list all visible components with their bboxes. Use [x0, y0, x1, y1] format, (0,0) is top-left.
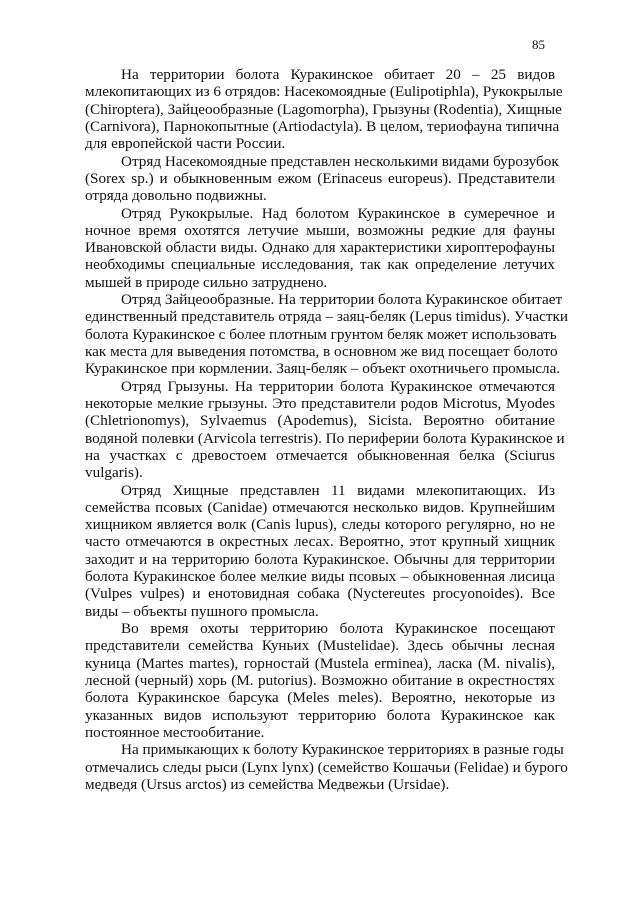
- text-line: часто отмечаются в окрестных лесах. Вероятно, этот крупный хищник: [85, 533, 555, 551]
- paragraph: [85, 152, 559, 205]
- text-line: На примыкающих к болоту Куракинское территориях в разные годы: [121, 741, 564, 759]
- text-line: лесной (черный) хорь (M. putorius). Возможно обитание в окрестностях: [85, 671, 555, 689]
- text-line: (Vulpes vulpes) и енотовидная собака (Nyctereutes procyonoides). Все: [85, 585, 555, 603]
- text-line: семейства псовых (Canidae) отмечаются несколько видов. Крупнейшим: [85, 498, 555, 516]
- text-line: некоторые мелкие грызуны. Это представители родов Microtus, Myodes: [85, 394, 555, 412]
- page-number: 85: [532, 37, 545, 52]
- text-line: Отряд Насекомоядные представлен несколькими видами бурозубок: [121, 152, 559, 170]
- text-line: ночное время охотятся летучие мыши, возможны редкие для фауны: [85, 221, 555, 239]
- text-line: мышей в природе сильно затруднено.: [85, 273, 328, 291]
- body-text: [85, 66, 568, 793]
- text-line: постоянное местообитание.: [85, 723, 265, 741]
- text-line: Во время охоты территорию болота Куракинское посещают: [121, 620, 555, 637]
- text-line: На территории болота Куракинское обитает 20 – 25 видов: [121, 66, 555, 83]
- text-line: куница (Martes martes), горностай (Mustela erminea), ласка (M. nivalis),: [85, 654, 555, 672]
- text-line: заходит и на территорию болота Куракинское. Обычны для территории: [85, 550, 555, 568]
- text-line: виды – объекты пушного промысла.: [85, 602, 319, 620]
- text-line: для европейской части России.: [85, 135, 286, 153]
- text-line: отмечались следы рыси (Lynx lynx) (семейство Кошачьи (Felidae) и бурого: [85, 758, 568, 776]
- text-line: Отряд Грызуны. На территории болота Куракинское отмечаются: [121, 377, 555, 395]
- text-line: (Carnivora), Парнокопытные (Artiodactyla). В целом, териофауна типична: [85, 117, 560, 135]
- text-line: представители семейства Куньих (Mustelidae). Здесь обычны лесная: [85, 637, 555, 655]
- text-line: Отряд Хищные представлен 11 видами млекопитающих. Из: [121, 481, 555, 499]
- text-line: болота Куракинское барсука (Meles meles). Вероятно, некоторые из: [85, 689, 555, 707]
- text-line: хищником является волк (Canis lupus), следы которого регулярно, но не: [85, 516, 555, 534]
- paragraph: [85, 741, 568, 793]
- paragraph: [85, 205, 555, 292]
- paragraph: [85, 377, 565, 482]
- text-line: отряда довольно подвижны.: [85, 187, 267, 205]
- text-line: единственный представитель отряда – заяц-беляк (Lepus timidus). Участки: [85, 308, 568, 326]
- text-line: как места для выведения потомства, в основном же вид посещает болото: [85, 343, 558, 360]
- text-line: болота Куракинское с более плотным грунтом беляк может использовать: [85, 325, 557, 343]
- text-line: указанных видов используют территорию болота Куракинское как: [85, 706, 555, 724]
- text-line: Отряд Зайцеообразные. На территории болота Куракинское обитает: [121, 291, 563, 309]
- text-line: (Chletrionomys), Sylvaemus (Apodemus), Sicista. Вероятно обитание: [85, 412, 555, 430]
- text-line: Отряд Рукокрылые. Над болотом Куракинское в сумеречное и: [121, 204, 555, 222]
- text-line: Куракинское при кормлении. Заяц-беляк – объект охотничьего промысла.: [85, 360, 561, 378]
- text-line: (Sorex sp.) и обыкновенным ежом (Erinaceus europeus). Представители: [85, 169, 555, 187]
- text-line: водяной полевки (Arvicola terrestris). По периферии болота Куракинское и: [85, 429, 565, 447]
- text-line: болота Куракинское более мелкие виды псовых – обыкновенная лисица: [85, 568, 555, 586]
- paragraph: [85, 482, 555, 621]
- text-line: (Chiroptera), Зайцеообразные (Lagomorpha), Грызуны (Rodentia), Хищные: [85, 100, 562, 118]
- text-line: на участках с древостоем отмечается обыкновенная белка (Sciurus: [85, 446, 555, 464]
- paragraph: [85, 291, 568, 378]
- text-line: млекопитающих из 6 отрядов: Насекомоядные (Eulipotiphla), Рукокрылые: [85, 83, 563, 101]
- text-line: Ивановской области виды. Однако для характеристики хироптерофауны: [85, 239, 555, 257]
- text-line: медведя (Ursus arctos) из семейства Медвежьи (Ursidae).: [85, 775, 450, 793]
- text-line: необходимы специальные исследования, так как определение летучих: [85, 256, 555, 274]
- paragraph: [85, 66, 563, 153]
- text-line: vulgaris).: [85, 464, 143, 482]
- paragraph: [85, 620, 555, 741]
